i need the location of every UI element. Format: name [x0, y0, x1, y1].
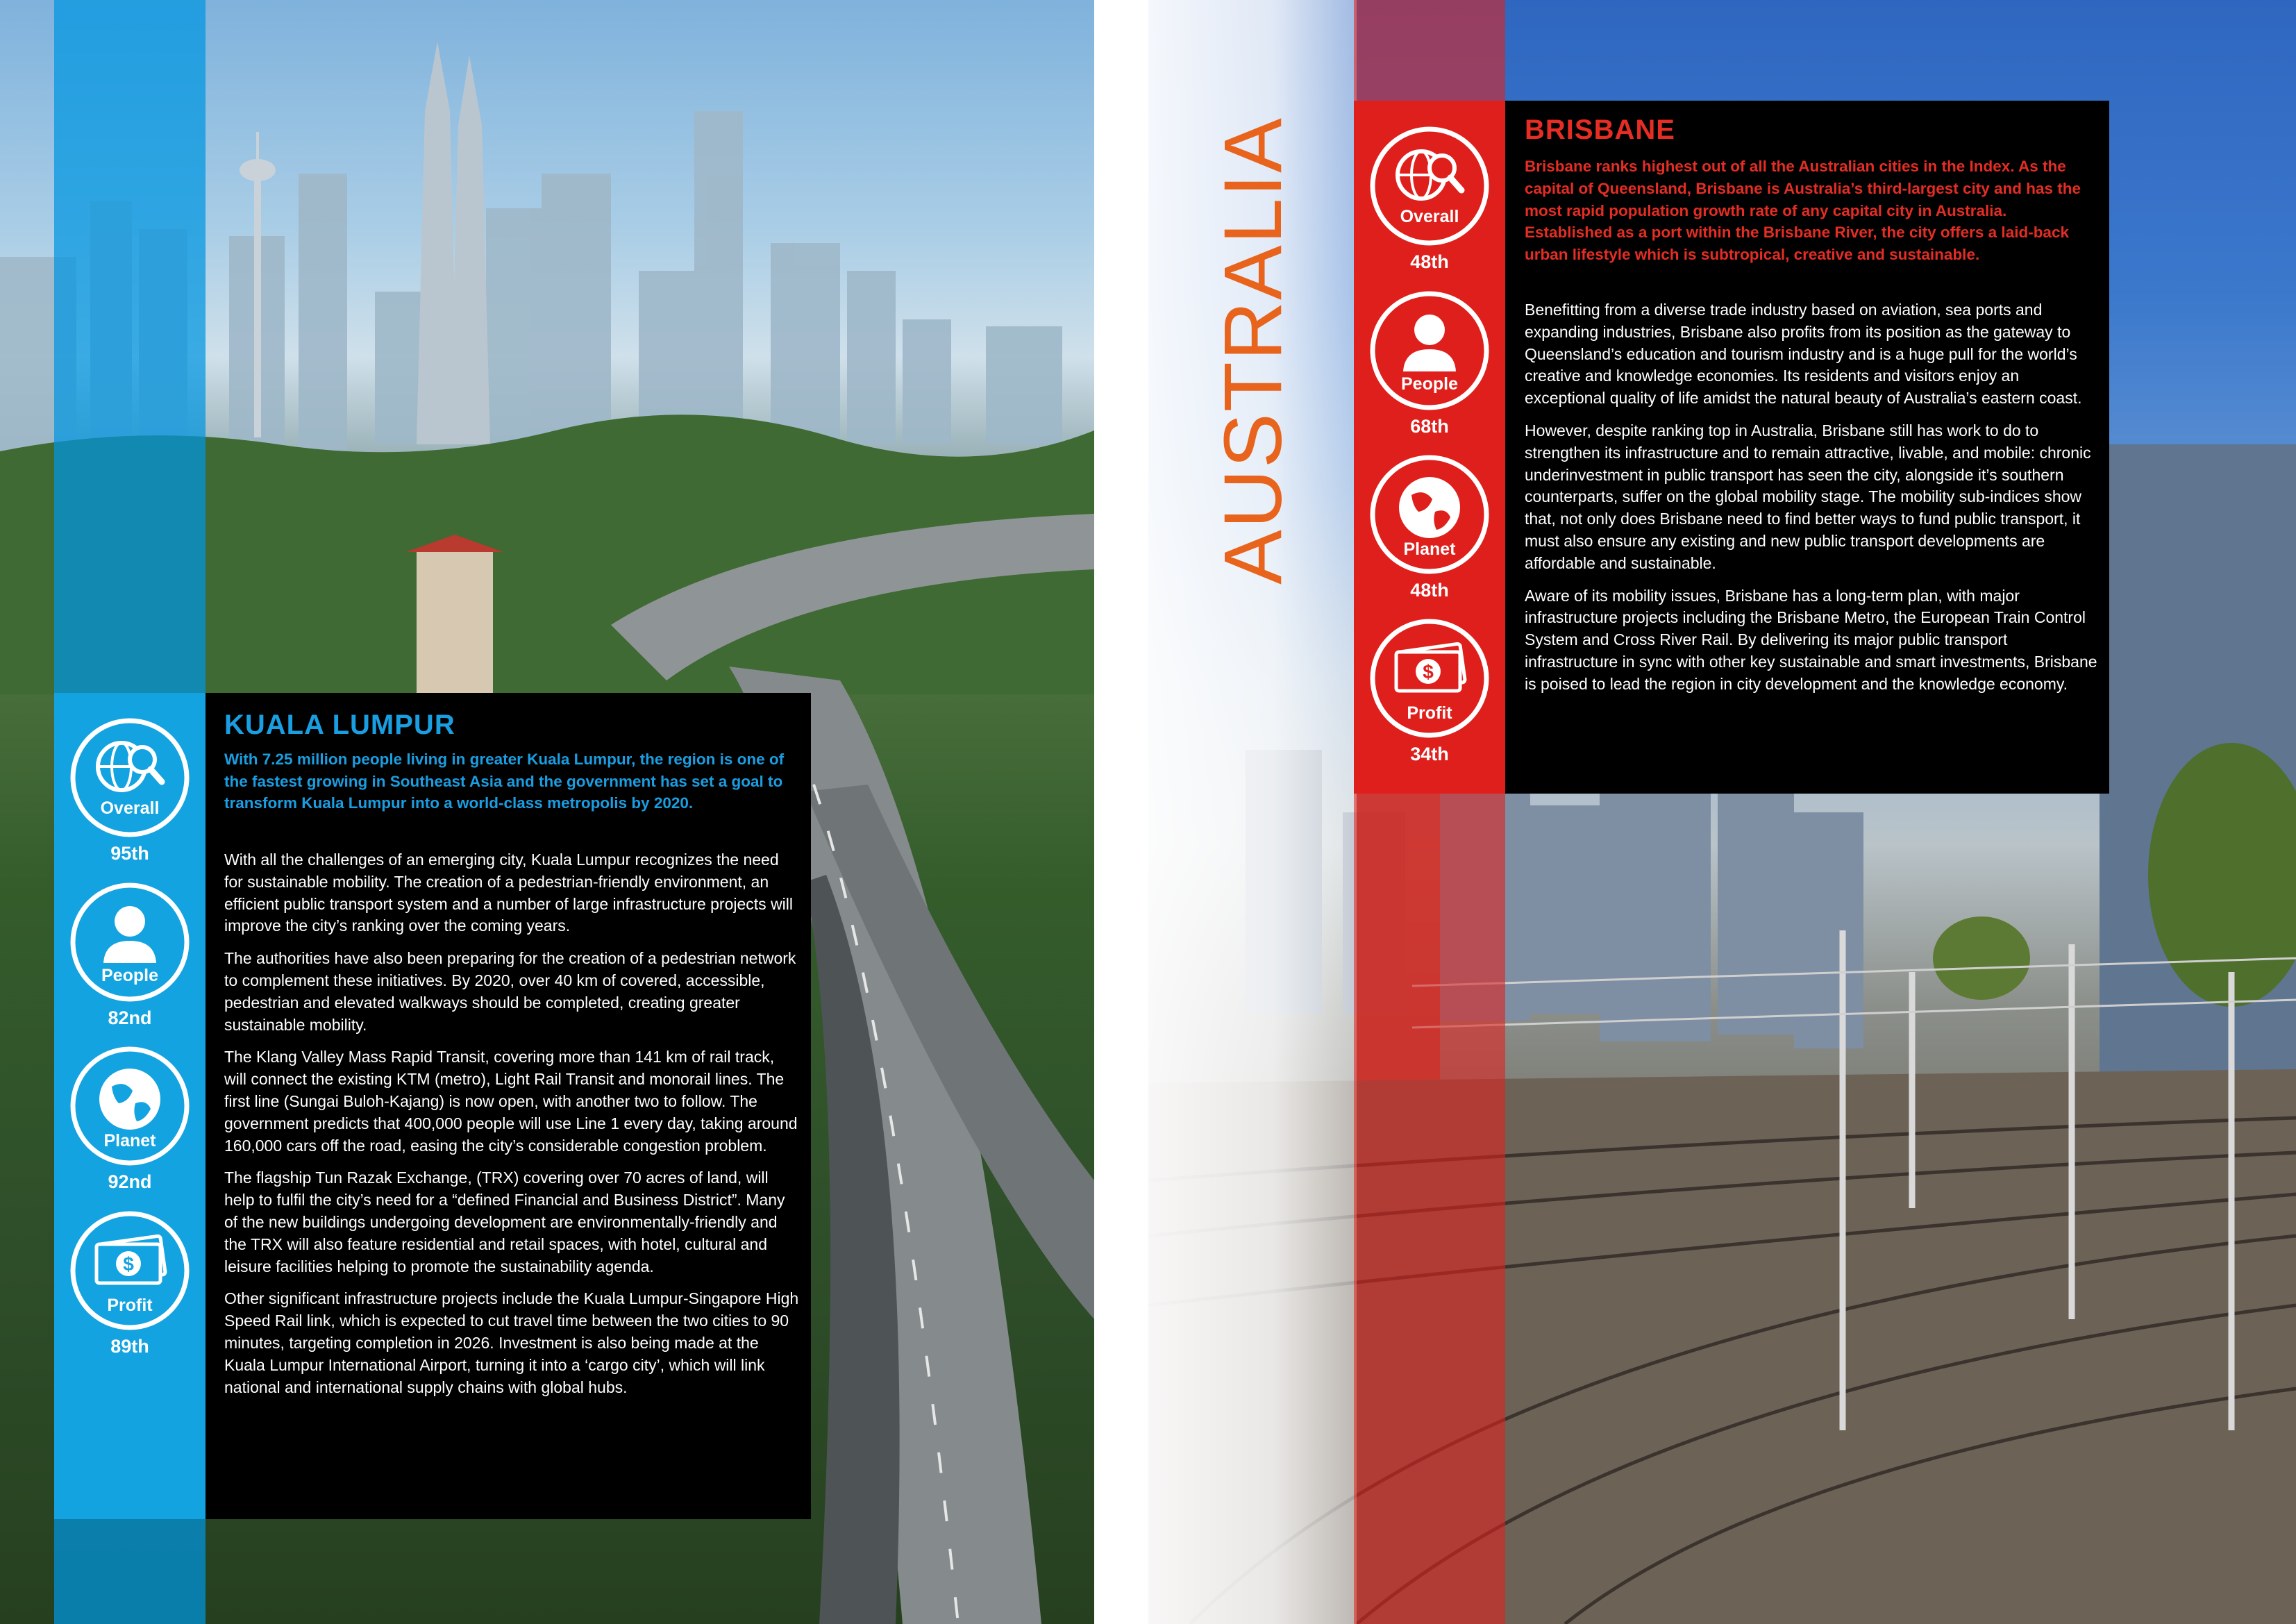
page-gutter — [1094, 0, 1148, 1624]
br-planet-rank: 48th — [1410, 580, 1449, 601]
kl-profit-rank: 89th — [110, 1336, 149, 1357]
country-label: AUSTRALIA — [1207, 117, 1299, 585]
br-overall-rank: 48th — [1410, 251, 1449, 272]
br-paragraph-2: However, despite ranking top in Australia, Brisbane still has work to do to strengthen its infrastructure and to remain attractive, livable, and mobile: chronic underinvestment in public transport has seen the city, alongside it’s southern counterparts, suffer on the global mobility stage. The mobility sub-indices show that, not only does Brisbane need to find better ways to fund public transport, it must also ensure any existing and new public transport developments are affordable and sustainable. — [1525, 421, 2091, 572]
kl-planet-label: Planet — [103, 1131, 156, 1150]
br-profit-rank: 34th — [1410, 744, 1449, 764]
kl-paragraph-1: With all the challenges of an emerging city, Kuala Lumpur recognizes the need for sustainable mobility. The creation of a pedestrian-friendly environment, an efficient public transport system and a number of large infrastructure projects will improve the city’s ranking over the coming years. — [224, 851, 794, 935]
br-ranking-planet — [1354, 453, 1505, 601]
brisbane-heading: BRISBANE — [1525, 115, 1675, 145]
kuala-lumpur-body — [224, 849, 801, 1409]
earth-icon — [69, 1045, 191, 1167]
kl-profit-label: Profit — [107, 1296, 153, 1315]
person-icon — [69, 881, 191, 1003]
dollar-bill-icon — [1368, 617, 1491, 739]
kl-paragraph-2: The authorities have also been preparing for the creation of a pedestrian network to complement these initiatives. By 2020, over 40 km of covered, accessible, pedestrian and elevated walkways should be completed, creating greater sustainable mobility. — [224, 949, 796, 1034]
br-ranking-overall — [1354, 125, 1505, 273]
person-icon — [1368, 290, 1491, 412]
country-label-container — [1207, 97, 1299, 604]
br-people-label: People — [1401, 374, 1458, 394]
globe-search-icon — [69, 717, 191, 839]
earth-icon — [1368, 453, 1491, 576]
brisbane-body — [1525, 299, 2097, 706]
kuala-lumpur-intro: With 7.25 million people living in greater Kuala Lumpur, the region is one of the fastest growing in Southeast Asia and the government has set a goal to transform Kuala Lumpur into a world-class metropolis by 2020. — [224, 751, 785, 812]
kl-ranking-profit — [54, 1209, 206, 1357]
br-overall-label: Overall — [1400, 207, 1459, 226]
svg-text:$: $ — [1423, 661, 1434, 683]
svg-text:$: $ — [123, 1253, 134, 1275]
kl-overall-rank: 95th — [110, 843, 149, 864]
kl-paragraph-5: Other significant infrastructure projects include the Kuala Lumpur-Singapore High Speed Rail link, which is expected to cut travel time between the two cities to 90 minutes, targeting completion in 2026. Investment is also being made at the Kuala Lumpur International Airport, turning it into a ‘cargo city’, which will link national and international supply chains with global hubs. — [224, 1289, 799, 1396]
kl-people-rank: 82nd — [108, 1007, 152, 1028]
br-profit-label: Profit — [1407, 703, 1452, 723]
kl-people-label: People — [101, 966, 158, 985]
br-ranking-people — [1354, 290, 1505, 437]
br-ranking-profit — [1354, 617, 1505, 765]
dollar-bill-icon — [69, 1209, 191, 1332]
kl-paragraph-3: The Klang Valley Mass Rapid Transit, covering more than 141 km of rail track, will connect the existing KTM (metro), Light Rail Transit and monorail lines. The first line (Sungai Buloh-Kajang) is now open, with another two to follow. The government predicts that 400,000 people will use Line 1 every day, taking around 160,000 cars off the road, easing the city’s considerable congestion problem. — [224, 1048, 798, 1155]
kl-ranking-people — [54, 881, 206, 1029]
globe-search-icon — [1368, 125, 1491, 247]
br-people-rank: 68th — [1410, 416, 1449, 437]
br-planet-label: Planet — [1403, 539, 1456, 559]
br-paragraph-3: Aware of its mobility issues, Brisbane has a long-term plan, with major infrastructure projects including the Brisbane Metro, the European Train Control System and Cross River Rail. By delivering its major public transport infrastructure in sync with other key sustainable and smart investments, Brisbane is poised to lead the region in city development and the knowledge economy. — [1525, 586, 2097, 693]
kl-planet-rank: 92nd — [108, 1171, 152, 1192]
brisbane-intro: Brisbane ranks highest out of all the Australian cities in the Index. As the capital of Queensland, Brisbane is Australia’s third-largest city and has the most rapid population growth rate of any capital city in Australia. Established as a port within the Brisbane River, the city offers a laid-back urban lifestyle which is subtropical, creative and sustainable. — [1525, 158, 2081, 264]
kl-paragraph-4: The flagship Tun Razak Exchange, (TRX) covering over 70 acres of land, will help to fulfil the city’s need for a “defined Financial and Business District”. Many of the new buildings undergoing development are environmentally-friendly and the TRX will also feature residential and retail spaces, with hotel, cultural and leisure facilities helping to promote the sustainability agenda. — [224, 1169, 785, 1275]
kuala-lumpur-heading: KUALA LUMPUR — [224, 710, 455, 740]
kl-ranking-planet — [54, 1045, 206, 1193]
kl-overall-label: Overall — [100, 798, 160, 818]
kl-ranking-overall — [54, 717, 206, 864]
br-paragraph-1: Benefitting from a diverse trade industry based on aviation, sea ports and expanding industries, Brisbane also profits from its position as the gateway to Queensland’s education and tourism industry and is a huge pull for the world’s creative and knowledge economies. Its residents and visitors enjoy an exceptional quality of life amidst the natural beauty of Australia’s eastern coast. — [1525, 301, 2082, 408]
